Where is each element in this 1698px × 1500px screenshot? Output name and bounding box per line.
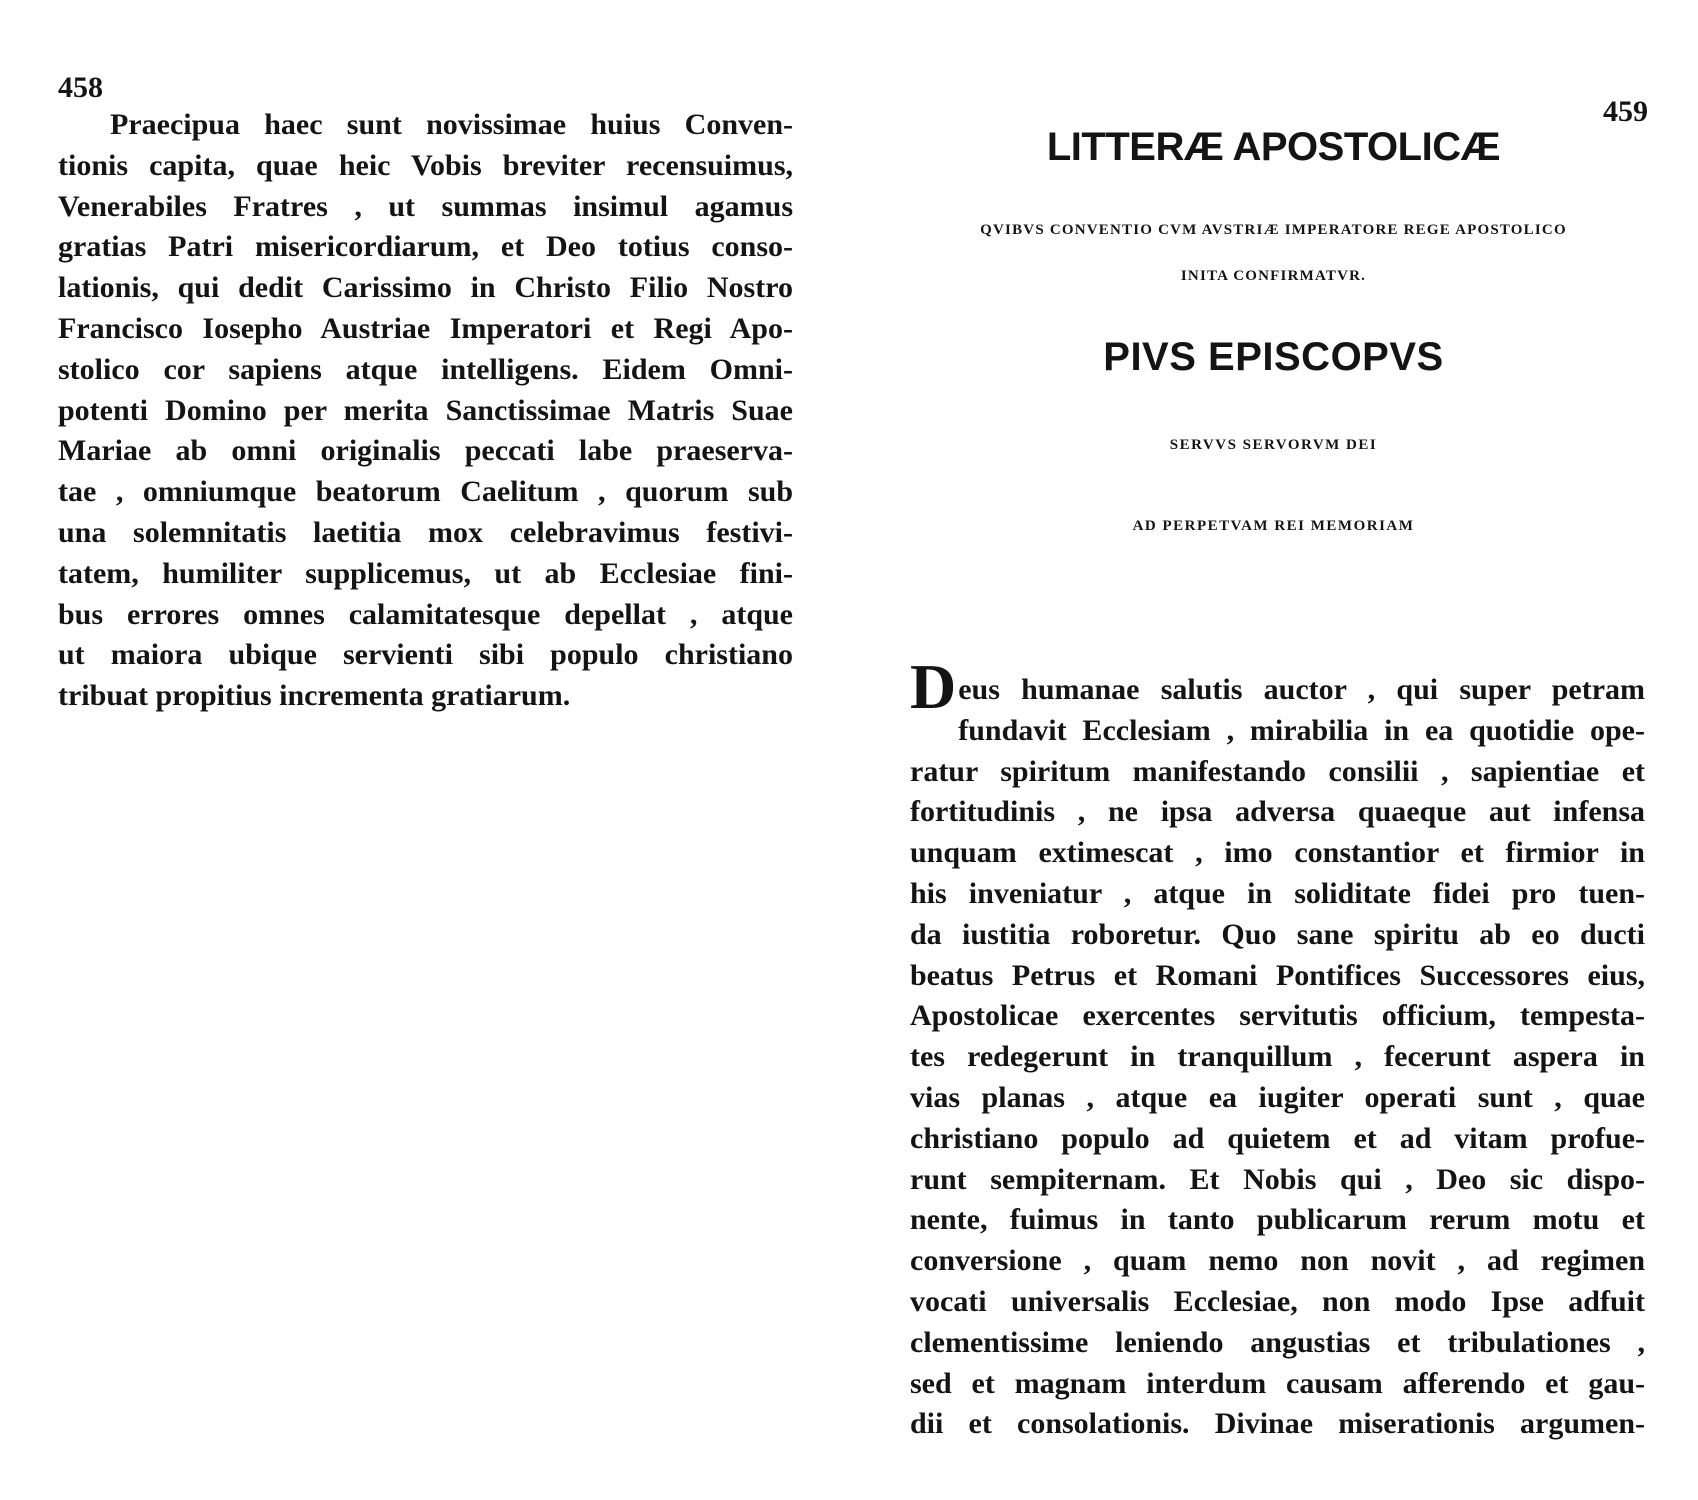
author-heading: PIVS EPISCOPVS: [1103, 335, 1444, 379]
text-line: christiano populo ad quietem et ad vitam profue-: [910, 1121, 1645, 1155]
left-body-text: [58, 105, 793, 717]
text-line: Apostolicae exercentes servitutis officium, tempesta-: [910, 999, 1645, 1033]
page-number-right: 459: [1603, 95, 1648, 128]
text-line: beatus Petrus et Romani Pontifices Successores eius,: [910, 958, 1645, 992]
text-line: dii et consolationis. Divinae miserationis argumen-: [910, 1407, 1645, 1441]
text-line: da iustitia roboretur. Quo sane spiritu ab eo ducti: [910, 917, 1645, 951]
text-line: fundavit Ecclesiam , mirabilia in ea quotidie ope-: [958, 713, 1645, 747]
text-line: Mariae ab omni originalis peccati labe praeserva-: [58, 434, 793, 468]
right-page: [849, 0, 1698, 1500]
text-line: fortitudinis , ne ipsa adversa quaeque aut infensa: [910, 795, 1645, 829]
text-line: Francisco Iosepho Austriae Imperatori et Regi Apo-: [58, 311, 793, 345]
text-line: eus humanae salutis auctor , qui super petram: [958, 673, 1645, 706]
text-line: stolico cor sapiens atque intelligens. Eidem Omni-: [58, 352, 793, 386]
text-line: una solemnitatis laetitia mox celebravimus festivi-: [58, 515, 793, 549]
text-line: bus errores omnes calamitatesque depellat , atque: [58, 597, 793, 631]
drop-cap: D: [910, 651, 957, 722]
text-line: tatem, humiliter supplicemus, ut ab Ecclesiae fini-: [58, 556, 793, 590]
ad-perpetuam-line: AD PERPETVAM REI MEMORIAM: [1132, 518, 1415, 534]
text-line: unquam extimescat , imo constantior et firmior in: [910, 836, 1645, 870]
text-line: conversione , quam nemo non novit , ad regimen: [910, 1244, 1645, 1278]
text-line: his inveniatur , atque in soliditate fidei pro tuen-: [910, 876, 1645, 910]
document-title: LITTERÆ APOSTOLICÆ: [1046, 125, 1501, 169]
text-line: Praecipua haec sunt novissimae huius Conven-: [110, 108, 793, 141]
text-line: lationis, qui dedit Carissimo in Christo Filio Nostro: [58, 271, 793, 305]
text-line: tae , omniumque beatorum Caelitum , quorum sub: [58, 475, 793, 509]
servus-line: SERVVS SERVORVM DEI: [1169, 437, 1378, 453]
text-line: clementissime leniendo angustias et tribulationes ,: [910, 1325, 1645, 1359]
text-line: potenti Domino per merita Sanctissimae Matris Suae: [58, 393, 793, 427]
text-line: tes redegerunt in tranquillum , fecerunt aspera in: [910, 1040, 1645, 1074]
text-line: runt sempiternam. Et Nobis qui , Deo sic dispo-: [910, 1162, 1645, 1196]
first-line: [910, 651, 1645, 722]
text-line: ratur spiritum manifestando consilii , sapientiae et: [910, 754, 1645, 788]
text-line: Venerabiles Fratres , ut summas insimul agamus: [58, 189, 793, 223]
text-line: sed et magnam interdum causam afferendo et gau-: [910, 1366, 1645, 1400]
text-line: vias planas , atque ea iugiter operati sunt , quae: [910, 1080, 1645, 1114]
text-line: tionis capita, quae heic Vobis breviter recensuimus,: [58, 148, 793, 182]
right-body-text: [910, 651, 1645, 1445]
text-line: ut maiora ubique servienti sibi populo christiano: [58, 638, 793, 672]
document-subtitle-line-1: QVIBVS CONVENTIO CVM AVSTRIÆ IMPERATORE REGE APOSTOLICO: [980, 222, 1567, 238]
text-line: gratias Patri misericordiarum, et Deo totius conso-: [58, 230, 793, 264]
document-subtitle-line-2: INITA CONFIRMATVR.: [1180, 268, 1367, 284]
text-line: tribuat propitius incrementa gratiarum.: [58, 679, 571, 713]
text-line: nente, fuimus in tanto publicarum rerum motu et: [910, 1203, 1645, 1237]
page-number-left: 458: [58, 71, 103, 104]
text-line: vocati universalis Ecclesiae, non modo Ipse adfuit: [910, 1284, 1645, 1318]
